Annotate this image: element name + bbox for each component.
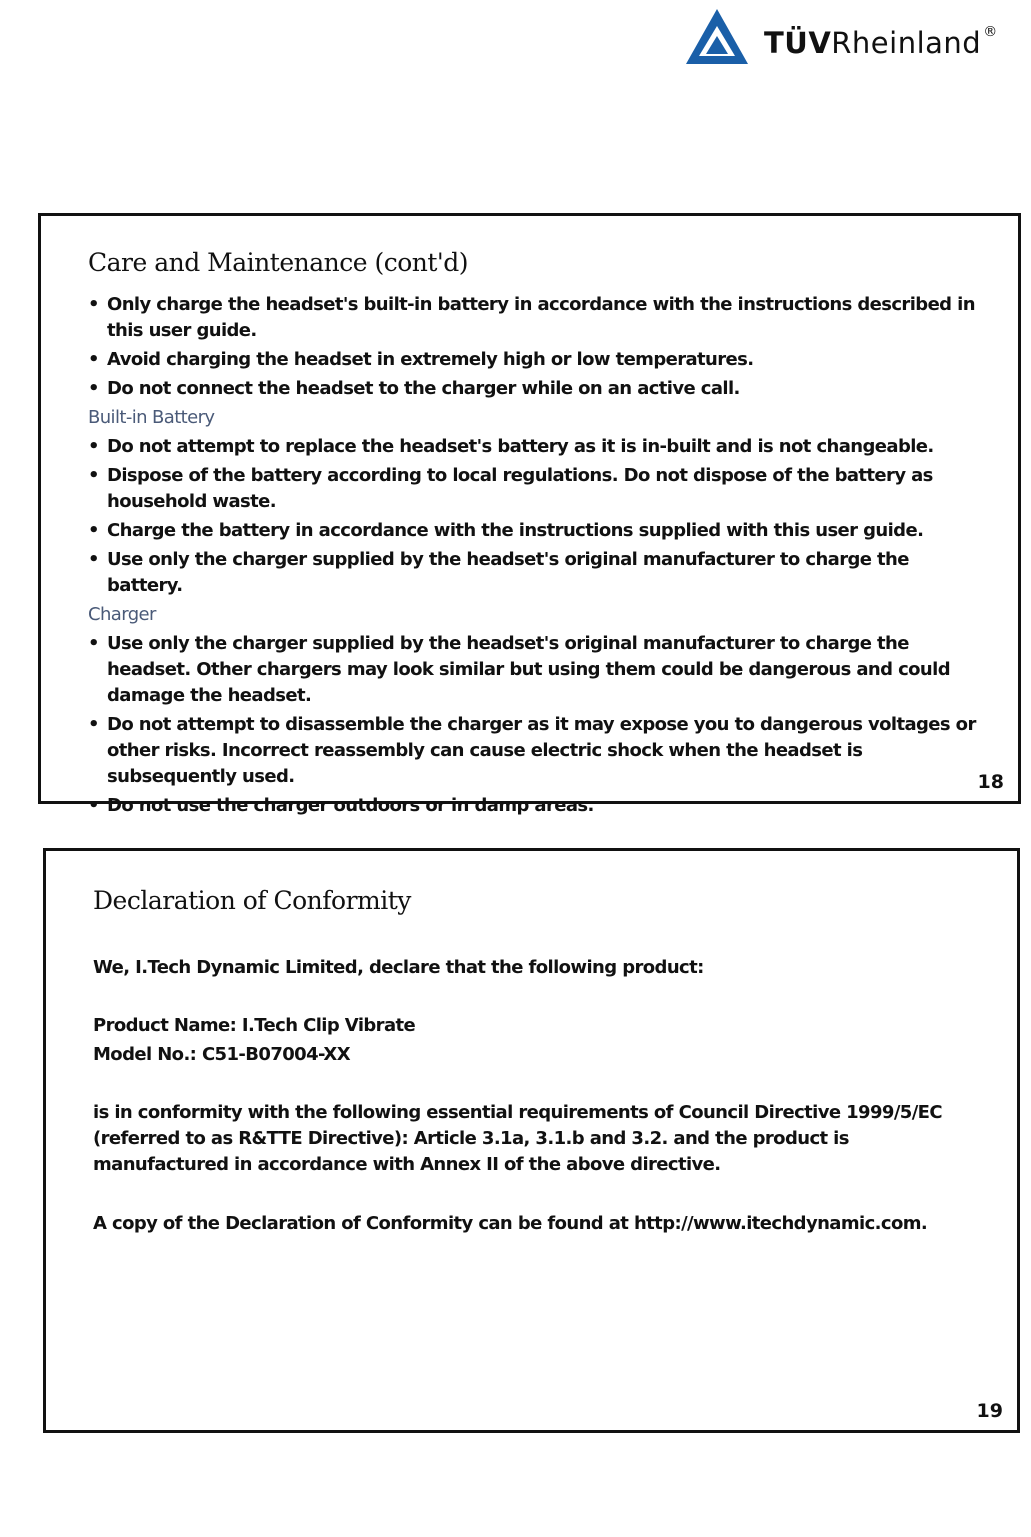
list-item: • Charge the battery in accordance with the instructions supplied with this user guide. bbox=[88, 518, 988, 544]
list-item: • Do not attempt to replace the headset's battery as it is in-built and is not changeable. bbox=[88, 434, 988, 460]
page-number: 19 bbox=[976, 1400, 1003, 1422]
list-item: • Dispose of the battery according to local regulations. Do not dispose of the battery as household waste. bbox=[88, 463, 988, 515]
list-item: • Avoid charging the headset in extremely high or low temperatures. bbox=[88, 347, 988, 373]
list-item: • Use only the charger supplied by the headset's original manufacturer to charge the battery. bbox=[88, 547, 988, 599]
registered-mark: ® bbox=[983, 24, 998, 40]
tuv-rheinland-logo bbox=[682, 6, 1012, 68]
page-18-panel bbox=[38, 213, 1021, 816]
section-heading-charger: Charger bbox=[88, 604, 156, 625]
logo-wordmark bbox=[764, 26, 998, 60]
page-number: 18 bbox=[977, 771, 1004, 793]
list-item: • Do not attempt to disassemble the charger as it may expose you to dangerous voltages or other risks. Incorrect reassembly can cause electric shock when the headset is subsequently used. bbox=[88, 712, 988, 790]
page-title: Declaration of Conformity bbox=[93, 886, 411, 915]
page-title: Care and Maintenance (cont'd) bbox=[88, 248, 469, 277]
logo-text-bold: TÜV bbox=[764, 26, 832, 60]
list-item: • Do not use the charger outdoors or in damp areas. bbox=[88, 793, 988, 819]
tuv-triangle-icon bbox=[682, 6, 752, 68]
declaration-copy-note: A copy of the Declaration of Conformity can be found at http://www.itechdynamic.com. bbox=[93, 1213, 928, 1234]
page-19-panel bbox=[43, 848, 1020, 1433]
care-maintenance-content bbox=[88, 292, 988, 822]
list-item: • Do not connect the headset to the charger while on an active call. bbox=[88, 376, 988, 402]
section-heading-battery: Built-in Battery bbox=[88, 407, 215, 428]
logo-text-regular: Rheinland bbox=[831, 26, 982, 60]
declaration-intro: We, I.Tech Dynamic Limited, declare that the following product: bbox=[93, 957, 704, 978]
list-item: • Use only the charger supplied by the headset's original manufacturer to charge the headset. Other chargers may look similar but using them could be dangerous and could damage the headset. bbox=[88, 631, 988, 709]
model-number: Model No.: C51-B07004-XX bbox=[93, 1044, 350, 1065]
list-item: • Only charge the headset's built-in battery in accordance with the instructions described in this user guide. bbox=[88, 292, 988, 344]
product-name: Product Name: I.Tech Clip Vibrate bbox=[93, 1015, 416, 1036]
conformity-statement: is in conformity with the following essential requirements of Council Directive 1999/5/EC (referred to as R&TTE Directive): Article 3.1a, 3.1.b and 3.2. and the product is manufactured in accordance with Annex II of the above directive. bbox=[93, 1102, 942, 1175]
